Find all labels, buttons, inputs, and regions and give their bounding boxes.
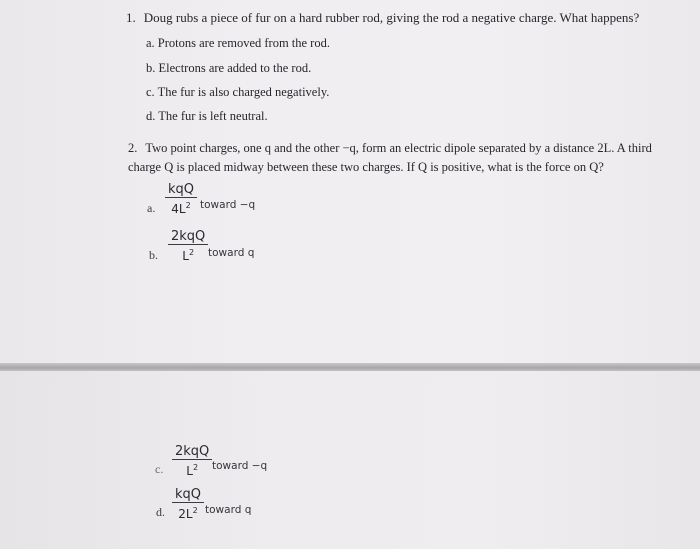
fraction-bar [172, 502, 204, 503]
question-2-choice-a-fraction [165, 182, 197, 216]
fraction-bar [168, 244, 208, 245]
question-2-line-2: charge Q is placed midway between these two charges. If Q is positive, what is the force on Q? [128, 160, 604, 174]
question-2-choice-a-letter: a. [147, 201, 156, 215]
fraction-denominator: $L^2$ [186, 463, 199, 478]
question-1-text: Doug rubs a piece of fur on a hard rubber rod, giving the rod a negative charge. What happens? [143, 10, 640, 25]
question-2-line-1: Two point charges, one q and the other −q, form an electric dipole separated by a distance 2L. A third [145, 141, 652, 155]
question-2-choice-d-fraction [172, 487, 204, 521]
fraction-numerator: kqQ [168, 182, 195, 197]
question-1-choice-d: d. The fur is left neutral. [146, 109, 268, 123]
question-1 [126, 9, 639, 27]
question-2-choice-a-direction: toward −q [200, 199, 256, 211]
fraction-bar [165, 197, 197, 198]
question-1-number: 1. [126, 10, 136, 25]
fraction-numerator: 2kqQ [175, 444, 210, 459]
fraction-numerator: kqQ [175, 487, 202, 502]
question-2-choice-d-letter: d. [156, 505, 165, 519]
question-1-choice-b: b. Electrons are added to the rod. [146, 61, 312, 75]
fraction-bar [172, 459, 212, 460]
question-2-choice-c-letter: c. [155, 462, 164, 476]
question-2 [128, 139, 652, 157]
page-gap [0, 363, 700, 371]
fraction-denominator: $L^2$ [182, 248, 195, 263]
fraction-numerator: 2kqQ [171, 229, 206, 244]
fraction-denominator: $4L^2$ [171, 201, 191, 216]
question-2-choice-b-letter: b. [149, 248, 158, 262]
question-2-choice-d-direction: toward q [205, 504, 252, 516]
question-2-number: 2. [128, 141, 138, 155]
fraction-denominator: $2L^2$ [178, 506, 198, 521]
question-1-choice-a: a. Protons are removed from the rod. [146, 36, 330, 50]
worksheet-page-bottom [0, 371, 700, 549]
question-1-choice-c: c. The fur is also charged negatively. [146, 85, 330, 99]
question-2-choice-c-direction: toward −q [212, 460, 268, 472]
question-2-choice-b-fraction [168, 229, 208, 263]
question-2-choice-b-direction: toward q [208, 247, 255, 259]
question-2-choice-c-fraction [172, 444, 212, 478]
